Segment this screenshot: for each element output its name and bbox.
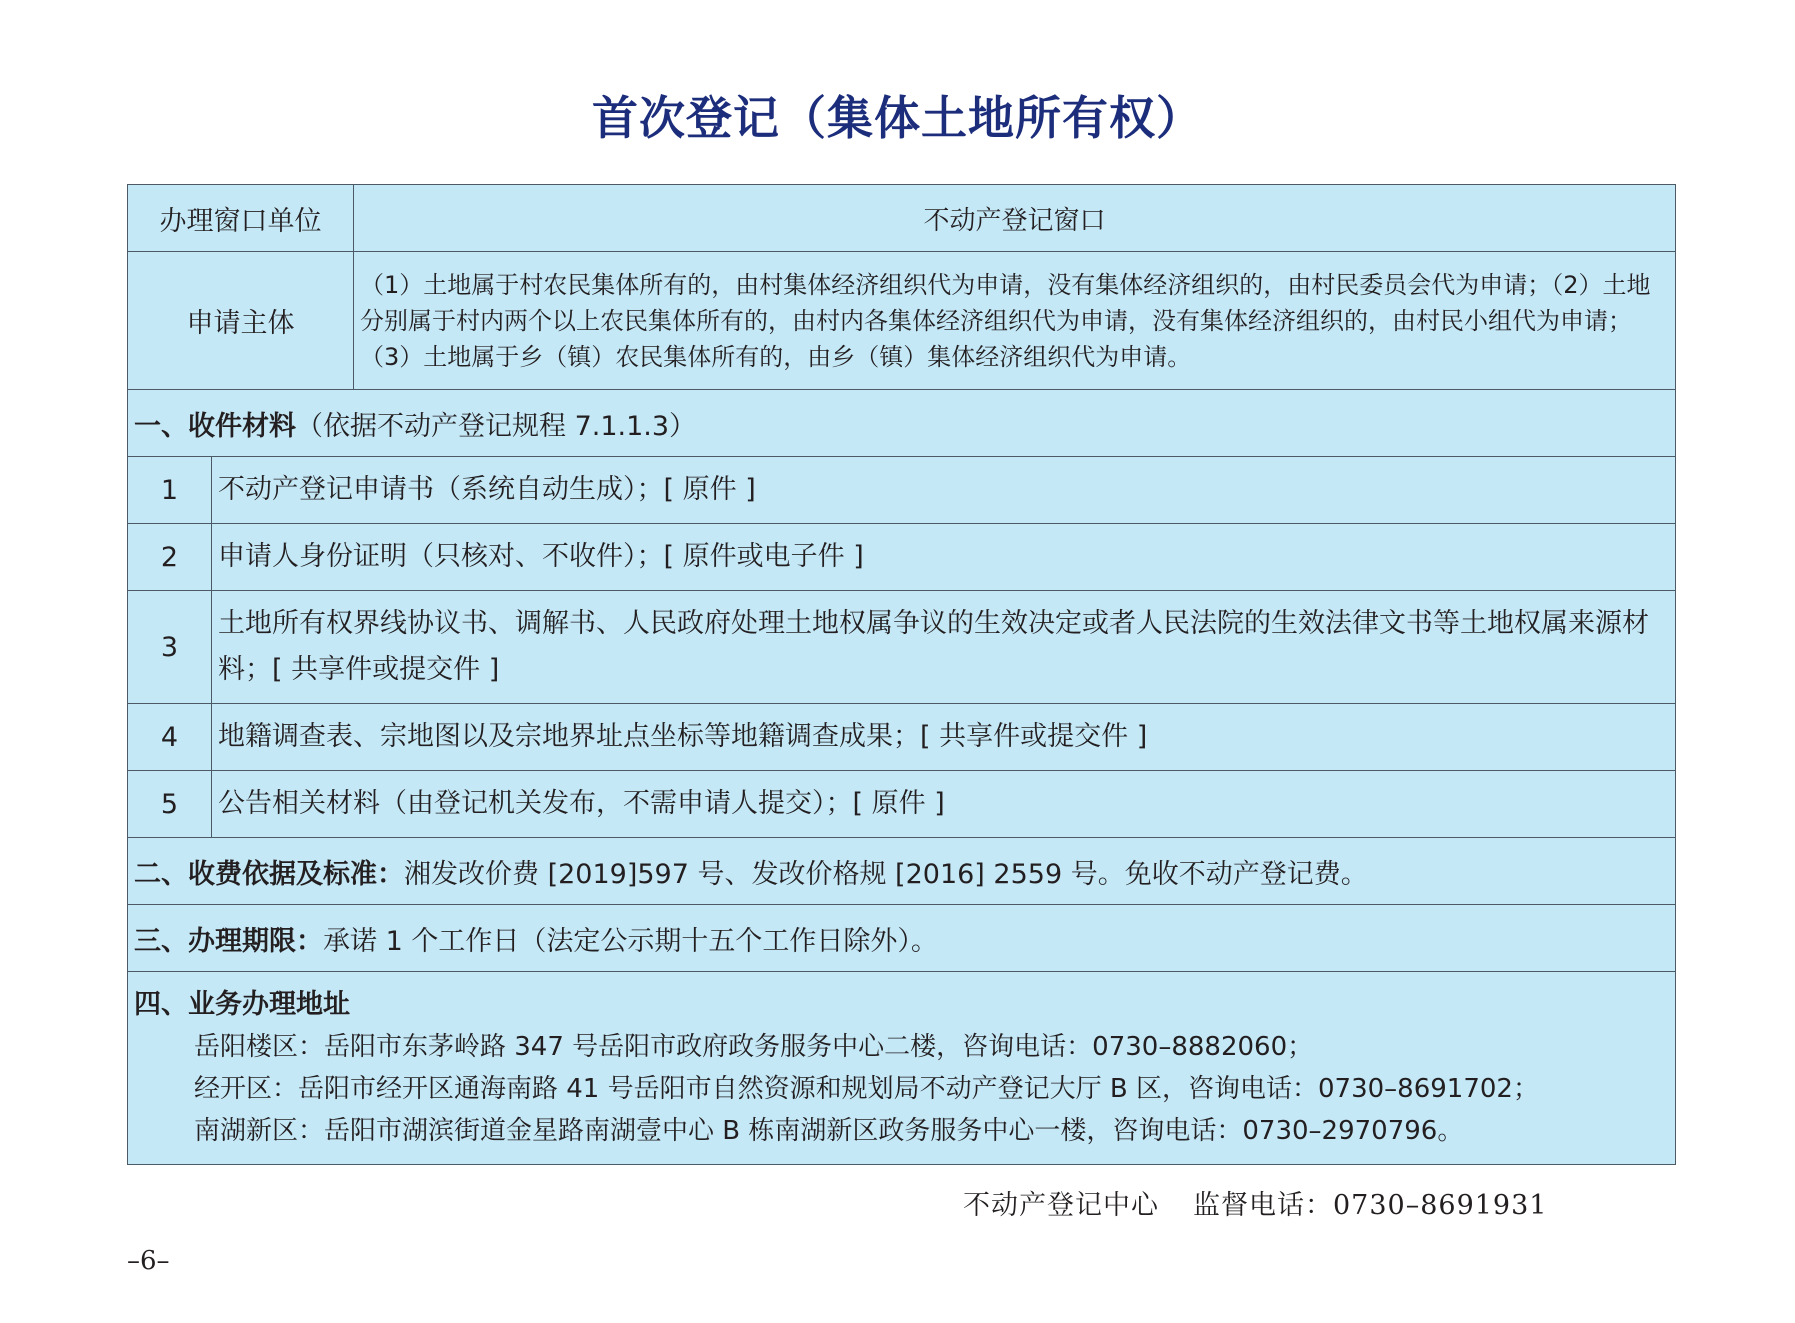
material-text: 地籍调查表、宗地图以及宗地界址点坐标等地籍调查成果；[ 共享件或提交件 ]: [212, 704, 1676, 771]
material-row: [128, 704, 1676, 771]
materials-basis: （依据不动产登记规程 7.1.1.3）: [296, 410, 697, 442]
period-row: [128, 905, 1676, 972]
office-label: 办理窗口单位: [128, 185, 354, 252]
material-text: 不动产登记申请书（系统自动生成）；[ 原件 ]: [212, 457, 1676, 524]
address-line: 南湖新区：岳阳市湖滨街道金星路南湖壹中心 B 栋南湖新区政务服务中心一楼，咨询电话：0730–2970796。: [194, 1116, 1464, 1146]
footer: [963, 1183, 1547, 1222]
footer-hotline: 监督电话：0730–8691931: [1193, 1190, 1548, 1221]
applicant-text: （1）土地属于村农民集体所有的，由村集体经济组织代为申请，没有集体经济组织的，由村民委员会代为申请；（2）土地分别属于村内两个以上农民集体所有的，由村内各集体经济组织代为申请，没有集体经济组织的，由村民小组代为申请；（3）土地属于乡（镇）农民集体所有的，由乡（镇）集体经济组织代为申请。: [354, 252, 1676, 390]
page-title: 首次登记（集体土地所有权）: [592, 91, 1203, 145]
materials-heading-row: [128, 390, 1676, 457]
fees-text: 湘发改价费 [2019]597 号、发改价格规 [2016] 2559 号。免收不动产登记费。: [404, 858, 1368, 890]
material-text: 申请人身份证明（只核对、不收件）；[ 原件或电子件 ]: [212, 524, 1676, 591]
material-number: 2: [128, 524, 212, 591]
registration-table: [127, 184, 1676, 1165]
material-number: 1: [128, 457, 212, 524]
address-row: [128, 972, 1676, 1165]
applicant-label: 申请主体: [128, 252, 354, 390]
material-text: 公告相关材料（由登记机关发布，不需申请人提交）；[ 原件 ]: [212, 771, 1676, 838]
address-line: 岳阳楼区：岳阳市东茅岭路 347 号岳阳市政府政务服务中心二楼，咨询电话：0730–8882060；: [194, 1032, 1314, 1062]
material-number: 3: [128, 591, 212, 704]
fees-heading: 二、收费依据及标准：: [134, 858, 404, 890]
office-row: [128, 185, 1676, 252]
address-heading: 四、业务办理地址: [134, 989, 350, 1020]
material-number: 5: [128, 771, 212, 838]
page-number: –6–: [127, 1246, 170, 1276]
footer-center: 不动产登记中心: [963, 1190, 1159, 1221]
materials-heading: 一、收件材料: [134, 410, 296, 442]
material-row: [128, 457, 1676, 524]
applicant-row: [128, 252, 1676, 390]
address-line: 经开区：岳阳市经开区通海南路 41 号岳阳市自然资源和规划局不动产登记大厅 B 区，咨询电话：0730–8691702；: [194, 1074, 1539, 1104]
material-row: [128, 524, 1676, 591]
material-row: [128, 771, 1676, 838]
office-value: 不动产登记窗口: [354, 185, 1676, 252]
material-number: 4: [128, 704, 212, 771]
period-text: 承诺 1 个工作日（法定公示期十五个工作日除外）。: [323, 925, 938, 957]
period-heading: 三、办理期限：: [134, 925, 323, 957]
material-row: [128, 591, 1676, 704]
material-text: 土地所有权界线协议书、调解书、人民政府处理土地权属争议的生效决定或者人民法院的生效法律文书等土地权属来源材料；[ 共享件或提交件 ]: [212, 591, 1676, 704]
fees-row: [128, 838, 1676, 905]
